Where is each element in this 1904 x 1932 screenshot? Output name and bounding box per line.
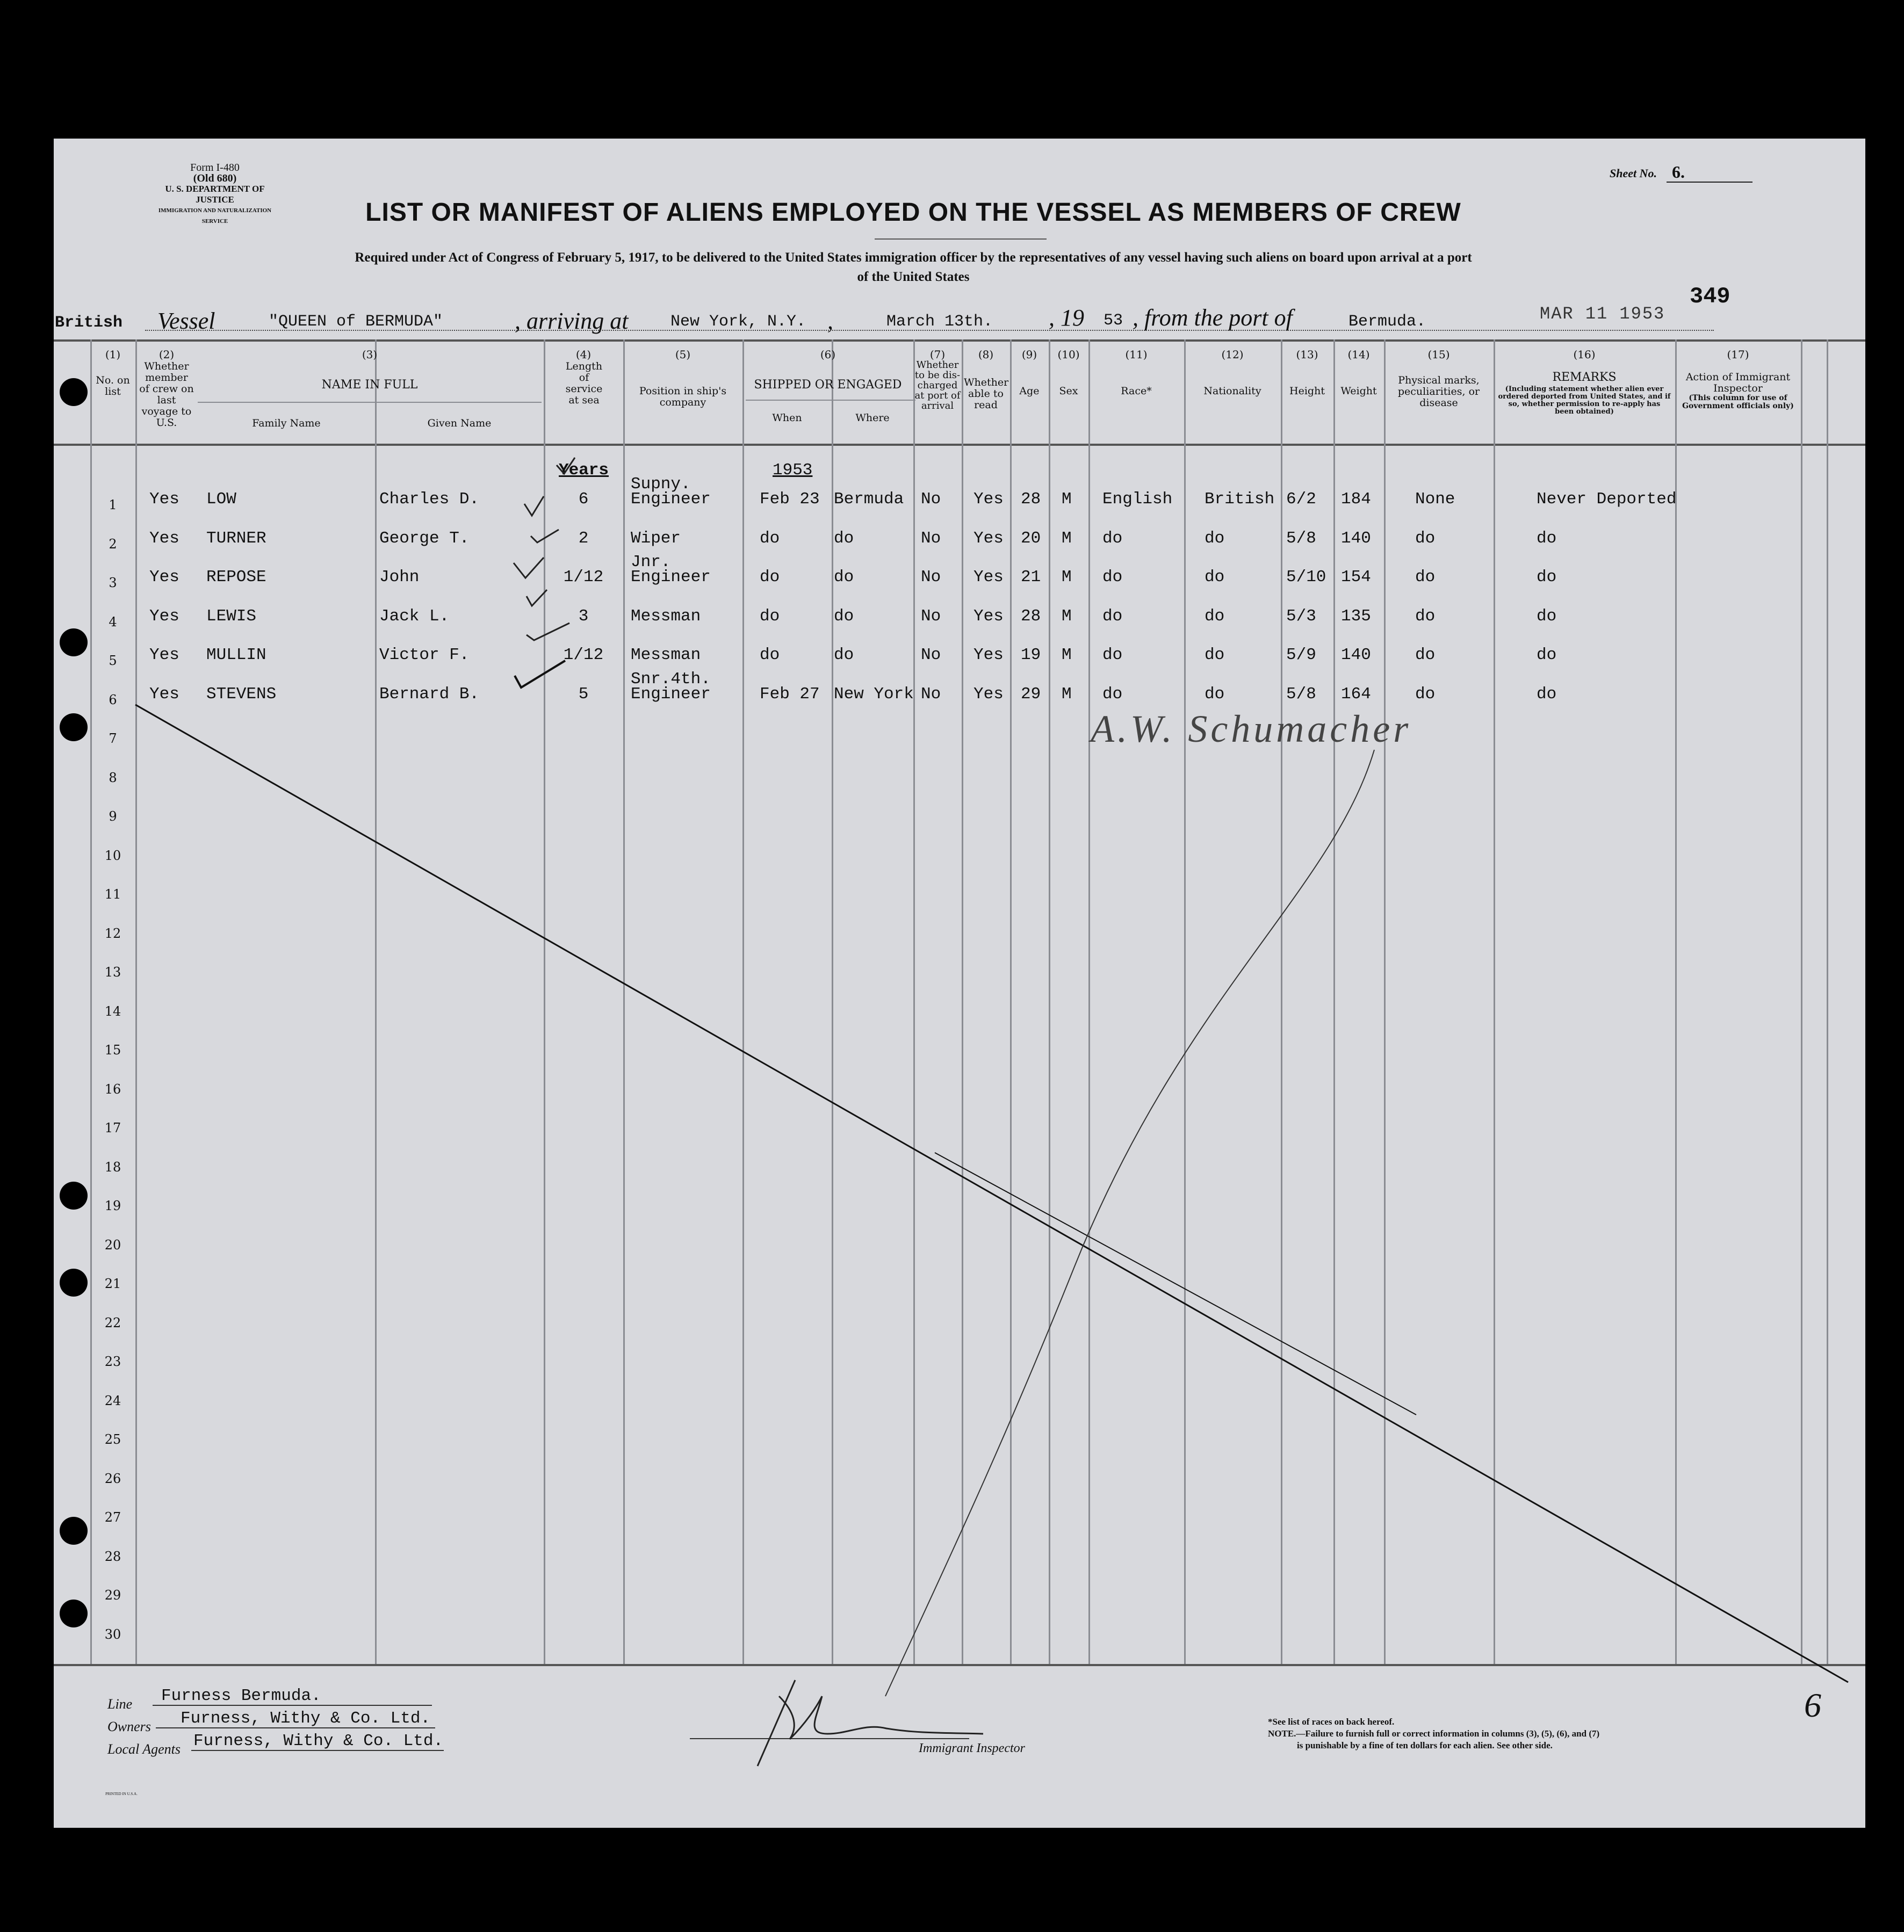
row-number: 17 — [104, 1120, 121, 1135]
col-1-label: No. on list — [96, 374, 130, 397]
last-voyage-cell: Yes — [149, 684, 179, 704]
last-voyage-cell: Yes — [149, 490, 179, 509]
sheet-no-value: 6. — [1672, 162, 1685, 182]
age-cell: 20 — [1021, 529, 1041, 548]
cancel-line-curve — [885, 750, 1374, 1696]
position-cell: Wiper — [631, 529, 681, 548]
height-cell: 5/8 — [1286, 529, 1316, 548]
penalty-note-1: NOTE.—Failure to furnish full or correct information in columns (3), (5), (6), and (7) — [1268, 1728, 1600, 1739]
shipped-when-cell: Feb 27 — [760, 684, 820, 704]
discharged-cell: No — [921, 490, 941, 509]
col-2-num: (2) — [158, 348, 175, 361]
weight-cell: 184 — [1341, 490, 1371, 509]
owners-value: Furness, Withy & Co. Ltd. — [181, 1709, 431, 1728]
race-cell: English — [1102, 490, 1173, 509]
page-title: LIST OR MANIFEST OF ALIENS EMPLOYED ON THE VESSEL AS MEMBERS OF CREW — [365, 198, 1461, 227]
given-name-cell: Bernard B. — [379, 684, 480, 704]
physical-marks-cell: do — [1415, 684, 1436, 704]
binder-hole — [60, 628, 88, 656]
handwritten-signature: A.W. Schumacher — [1091, 707, 1412, 750]
race-cell: do — [1102, 606, 1123, 626]
shipped-when-cell: do — [760, 606, 780, 626]
sex-cell: M — [1062, 646, 1072, 664]
col-4-num: (4) — [575, 348, 592, 361]
age-cell: 21 — [1021, 568, 1041, 587]
given-name-cell: John — [379, 568, 420, 587]
family-name-cell: TURNER — [206, 529, 266, 548]
discharged-cell: No — [921, 606, 941, 626]
shipped-when-cell: do — [760, 529, 780, 548]
col-3-num: (3) — [362, 348, 378, 361]
height-cell: 5/9 — [1286, 646, 1316, 664]
inspector-label: Immigrant Inspector — [919, 1741, 1025, 1755]
weight-cell: 164 — [1341, 684, 1371, 704]
discharged-cell: No — [921, 529, 941, 548]
row-number: 28 — [104, 1549, 121, 1564]
subtitle-line-1: Required under Act of Congress of February 5, 1917, to be delivered to the United States immigration officer by the representatives of any vessel having such aliens on board upon arrival at a port — [355, 250, 1472, 265]
weight-cell: 140 — [1341, 529, 1371, 548]
row-number: 23 — [104, 1354, 121, 1369]
nationality-cell: do — [1205, 646, 1225, 664]
shipped-where-cell: do — [834, 646, 854, 664]
checkmark-years — [557, 458, 575, 474]
service: IMMIGRATION AND NATURALIZATION SERVICE — [158, 207, 272, 225]
remarks-cell: do — [1537, 646, 1557, 664]
binder-hole — [60, 378, 88, 406]
shipped-when-cell: Feb 23 — [760, 490, 820, 509]
race-cell: do — [1102, 684, 1123, 704]
service-length-cell: 3 — [578, 606, 589, 626]
received-stamp: MAR 11 1953 — [1540, 304, 1665, 324]
position-cell: Messman — [631, 646, 701, 664]
col-10-label: Sex — [1059, 385, 1078, 397]
age-cell: 29 — [1021, 684, 1041, 704]
age-cell: 19 — [1021, 646, 1041, 664]
col-2-label: Whether member of crew on last voyage to U.S. — [139, 360, 194, 429]
binder-hole — [60, 1517, 88, 1545]
row-number: 15 — [104, 1043, 121, 1058]
row-number: 8 — [109, 770, 117, 785]
row-number: 6 — [109, 692, 117, 707]
nationality-cell: do — [1205, 568, 1225, 587]
row-number: 12 — [104, 925, 121, 941]
physical-marks-cell: None — [1415, 490, 1455, 509]
col-5-num: (5) — [675, 348, 691, 361]
binder-hole — [60, 1269, 88, 1297]
service-length-cell: 2 — [578, 529, 589, 548]
checkmark-row-5 — [527, 623, 569, 640]
able-to-read-cell: Yes — [973, 684, 1004, 704]
where-header: Where — [855, 412, 890, 424]
service-length-cell: 1/12 — [563, 568, 604, 587]
age-cell: 28 — [1021, 606, 1041, 626]
owners-label: Owners — [107, 1719, 151, 1734]
remarks-cell: do — [1537, 568, 1557, 587]
family-name-cell: LEWIS — [206, 606, 257, 626]
able-to-read-cell: Yes — [973, 529, 1004, 548]
remarks-cell: do — [1537, 606, 1557, 626]
race-cell: do — [1102, 529, 1123, 548]
checkmark-row-2 — [531, 530, 559, 542]
row-number: 3 — [109, 575, 117, 590]
old-form-number: (Old 680) — [193, 172, 237, 184]
col-7-label: Whether to be dis-charged at port of arrival — [914, 359, 961, 411]
sex-cell: M — [1062, 606, 1072, 626]
shipped-where-cell: do — [834, 568, 854, 587]
action-note: (This column for use of Government officials only) — [1682, 394, 1794, 410]
col-16-label: REMARKS — [1552, 371, 1617, 384]
given-name-cell: Charles D. — [379, 490, 480, 509]
given-name-cell: Victor F. — [379, 646, 470, 664]
shipped-where-cell: Bermuda — [834, 490, 904, 509]
binder-hole — [60, 1600, 88, 1627]
arrival-date: March 13th. — [886, 313, 993, 331]
departure-port: Bermuda. — [1348, 313, 1426, 331]
col-10-num: (10) — [1057, 348, 1080, 361]
row-number: 2 — [109, 536, 117, 552]
arriving-label: , arriving at — [515, 308, 629, 334]
remarks-cell: do — [1537, 529, 1557, 548]
row-number: 7 — [109, 731, 117, 746]
checkmark-row-4 — [527, 590, 547, 606]
row-number: 11 — [104, 887, 121, 902]
weight-cell: 135 — [1341, 606, 1371, 626]
binder-hole — [60, 713, 88, 741]
shipped-where-cell: do — [834, 529, 854, 548]
discharged-cell: No — [921, 646, 941, 664]
row-number: 21 — [104, 1276, 121, 1291]
row-number: 29 — [104, 1588, 121, 1603]
inspector-signature — [725, 1675, 1026, 1771]
col-9-num: (9) — [1021, 348, 1037, 361]
last-voyage-cell: Yes — [149, 529, 179, 548]
arrival-comma: , — [827, 308, 833, 334]
year-1953-label: 1953 — [773, 461, 813, 480]
race-cell: do — [1102, 646, 1123, 664]
col-14-label: Weight — [1340, 385, 1377, 397]
family-name-cell: REPOSE — [206, 568, 266, 587]
row-number: 25 — [104, 1432, 121, 1447]
able-to-read-cell: Yes — [973, 568, 1004, 587]
row-number: 19 — [104, 1198, 121, 1213]
height-cell: 5/10 — [1286, 568, 1326, 587]
col-12-label: Nationality — [1203, 385, 1261, 397]
family-name-header: Family Name — [252, 417, 321, 429]
physical-marks-cell: do — [1415, 606, 1436, 626]
position-cell: Engineer — [631, 490, 711, 509]
physical-marks-cell: do — [1415, 646, 1436, 664]
years-label: Years — [559, 461, 609, 480]
col-11-num: (11) — [1125, 348, 1148, 361]
row-number: 30 — [104, 1626, 121, 1642]
position-prefix-cell: Snr.4th. — [631, 669, 711, 689]
family-name-cell: LOW — [206, 490, 236, 509]
form-number: Form I-480 — [190, 162, 240, 173]
row-number: 18 — [104, 1159, 121, 1175]
weight-cell: 154 — [1341, 568, 1371, 587]
col-11-label: Race* — [1121, 385, 1152, 397]
agents-label: Local Agents — [107, 1741, 181, 1757]
col-7-num: (7) — [929, 348, 946, 361]
nationality-cell: British — [1205, 490, 1275, 509]
shipped-when-cell: do — [760, 646, 780, 664]
when-header: When — [772, 412, 802, 424]
last-voyage-cell: Yes — [149, 646, 179, 664]
checkmark-row-3 — [514, 558, 544, 578]
shipped-where-cell: New York — [834, 684, 914, 704]
last-voyage-cell: Yes — [149, 568, 179, 587]
col-13-num: (13) — [1296, 348, 1318, 361]
col-1-num: (1) — [105, 348, 121, 361]
col-17-num: (17) — [1727, 348, 1749, 361]
col-9-label: Age — [1019, 385, 1040, 397]
row-number: 27 — [104, 1510, 121, 1525]
sex-cell: M — [1062, 568, 1072, 587]
stamp-number: 349 — [1690, 284, 1730, 309]
vessel-label: Vessel — [157, 308, 215, 334]
remarks-note: (Including statement whether alien ever ordered deported from United States, and if so, whether permission to re-apply has been obtained) — [1498, 385, 1671, 416]
col-4-label: Length of service at sea — [565, 360, 603, 406]
vessel-nationality: British — [55, 314, 123, 332]
sex-cell: M — [1062, 684, 1072, 704]
col-6-num: (6) — [820, 348, 836, 361]
sex-cell: M — [1062, 490, 1072, 509]
position-cell: Messman — [631, 606, 701, 626]
races-note: *See list of races on back hereof. — [1268, 1717, 1395, 1727]
remarks-cell: Never Deported — [1537, 490, 1677, 509]
row-number: 26 — [104, 1471, 121, 1486]
discharged-cell: No — [921, 568, 941, 587]
col-5-label: Position in ship's company — [639, 385, 727, 408]
row-number: 13 — [104, 965, 121, 980]
position-cell: Engineer — [631, 684, 711, 704]
agents-value: Furness, Withy & Co. Ltd. — [193, 1732, 444, 1750]
service-length-cell: 5 — [578, 684, 589, 704]
checkmark-row-6 — [515, 661, 565, 688]
sheet-no-label: Sheet No. — [1610, 167, 1657, 180]
service-length-cell: 6 — [578, 490, 589, 509]
row-number: 22 — [104, 1315, 121, 1330]
line-value: Furness Bermuda. — [161, 1687, 321, 1705]
page-mark: 6 — [1804, 1686, 1821, 1724]
col-12-num: (12) — [1221, 348, 1244, 361]
nationality-cell: do — [1205, 606, 1225, 626]
given-name-cell: George T. — [379, 529, 470, 548]
printed-mark: PRINTED IN U.S.A. — [105, 1792, 138, 1796]
shipped-when-cell: do — [760, 568, 780, 587]
position-prefix-cell: Jnr. — [631, 553, 671, 571]
cancel-line-long — [135, 705, 1848, 1682]
manifest-sheet — [54, 139, 1865, 1828]
col-8-num: (8) — [978, 348, 994, 361]
age-cell: 28 — [1021, 490, 1041, 509]
row-number: 24 — [104, 1393, 121, 1408]
nationality-cell: do — [1205, 684, 1225, 704]
given-name-header: Given Name — [427, 417, 492, 429]
cancel-line-short — [935, 1153, 1416, 1415]
row-number: 14 — [104, 1003, 121, 1019]
col-17-label: Action of Immigrant Inspector — [1685, 371, 1791, 394]
pen-marks — [54, 139, 1865, 1828]
line-label: Line — [107, 1696, 133, 1712]
department: U. S. DEPARTMENT OF JUSTICE — [165, 184, 265, 205]
discharged-cell: No — [921, 684, 941, 704]
row-number: 9 — [109, 809, 117, 824]
service-length-cell: 1/12 — [563, 646, 604, 664]
col-15-label: Physical marks, peculiarities, or disease — [1397, 374, 1480, 409]
row-number: 10 — [104, 848, 121, 863]
subtitle-line-2: of the United States — [857, 270, 970, 284]
col-13-label: Height — [1289, 385, 1325, 397]
position-prefix-cell: Supny. — [631, 475, 691, 494]
shipped-where-cell: do — [834, 606, 854, 626]
year-suffix: 53 — [1104, 312, 1123, 330]
checkmark-row-1 — [524, 496, 544, 516]
position-cell: Engineer — [631, 568, 711, 587]
col-15-num: (15) — [1427, 348, 1450, 361]
able-to-read-cell: Yes — [973, 606, 1004, 626]
able-to-read-cell: Yes — [973, 490, 1004, 509]
physical-marks-cell: do — [1415, 529, 1436, 548]
col-8-label: Whether able to read — [964, 377, 1009, 411]
vessel-name: "QUEEN of BERMUDA" — [269, 313, 443, 331]
physical-marks-cell: do — [1415, 568, 1436, 587]
col-16-num: (16) — [1573, 348, 1596, 361]
arrival-port: New York, N.Y. — [670, 313, 806, 331]
penalty-note-2: is punishable by a fine of ten dollars for each alien. See other side. — [1297, 1740, 1553, 1750]
family-name-cell: MULLIN — [206, 646, 266, 664]
family-name-cell: STEVENS — [206, 684, 277, 704]
binder-hole — [60, 1182, 88, 1210]
year-prefix: , 19 — [1049, 305, 1084, 331]
last-voyage-cell: Yes — [149, 606, 179, 626]
row-number: 20 — [104, 1237, 121, 1253]
race-cell: do — [1102, 568, 1123, 587]
remarks-cell: do — [1537, 684, 1557, 704]
from-port-label: , from the port of — [1133, 305, 1293, 331]
height-cell: 5/8 — [1286, 684, 1316, 704]
col-14-num: (14) — [1347, 348, 1370, 361]
col-6-label: SHIPPED OR ENGAGED — [754, 378, 902, 392]
row-number: 4 — [109, 614, 117, 629]
able-to-read-cell: Yes — [973, 646, 1004, 664]
nationality-cell: do — [1205, 529, 1225, 548]
row-number: 5 — [109, 653, 117, 668]
row-number: 16 — [104, 1081, 121, 1097]
col-3-label: NAME IN FULL — [321, 378, 418, 392]
height-cell: 5/3 — [1286, 606, 1316, 626]
height-cell: 6/2 — [1286, 490, 1316, 509]
given-name-cell: Jack L. — [379, 606, 450, 626]
row-number: 1 — [109, 497, 117, 512]
sex-cell: M — [1062, 529, 1072, 548]
weight-cell: 140 — [1341, 646, 1371, 664]
